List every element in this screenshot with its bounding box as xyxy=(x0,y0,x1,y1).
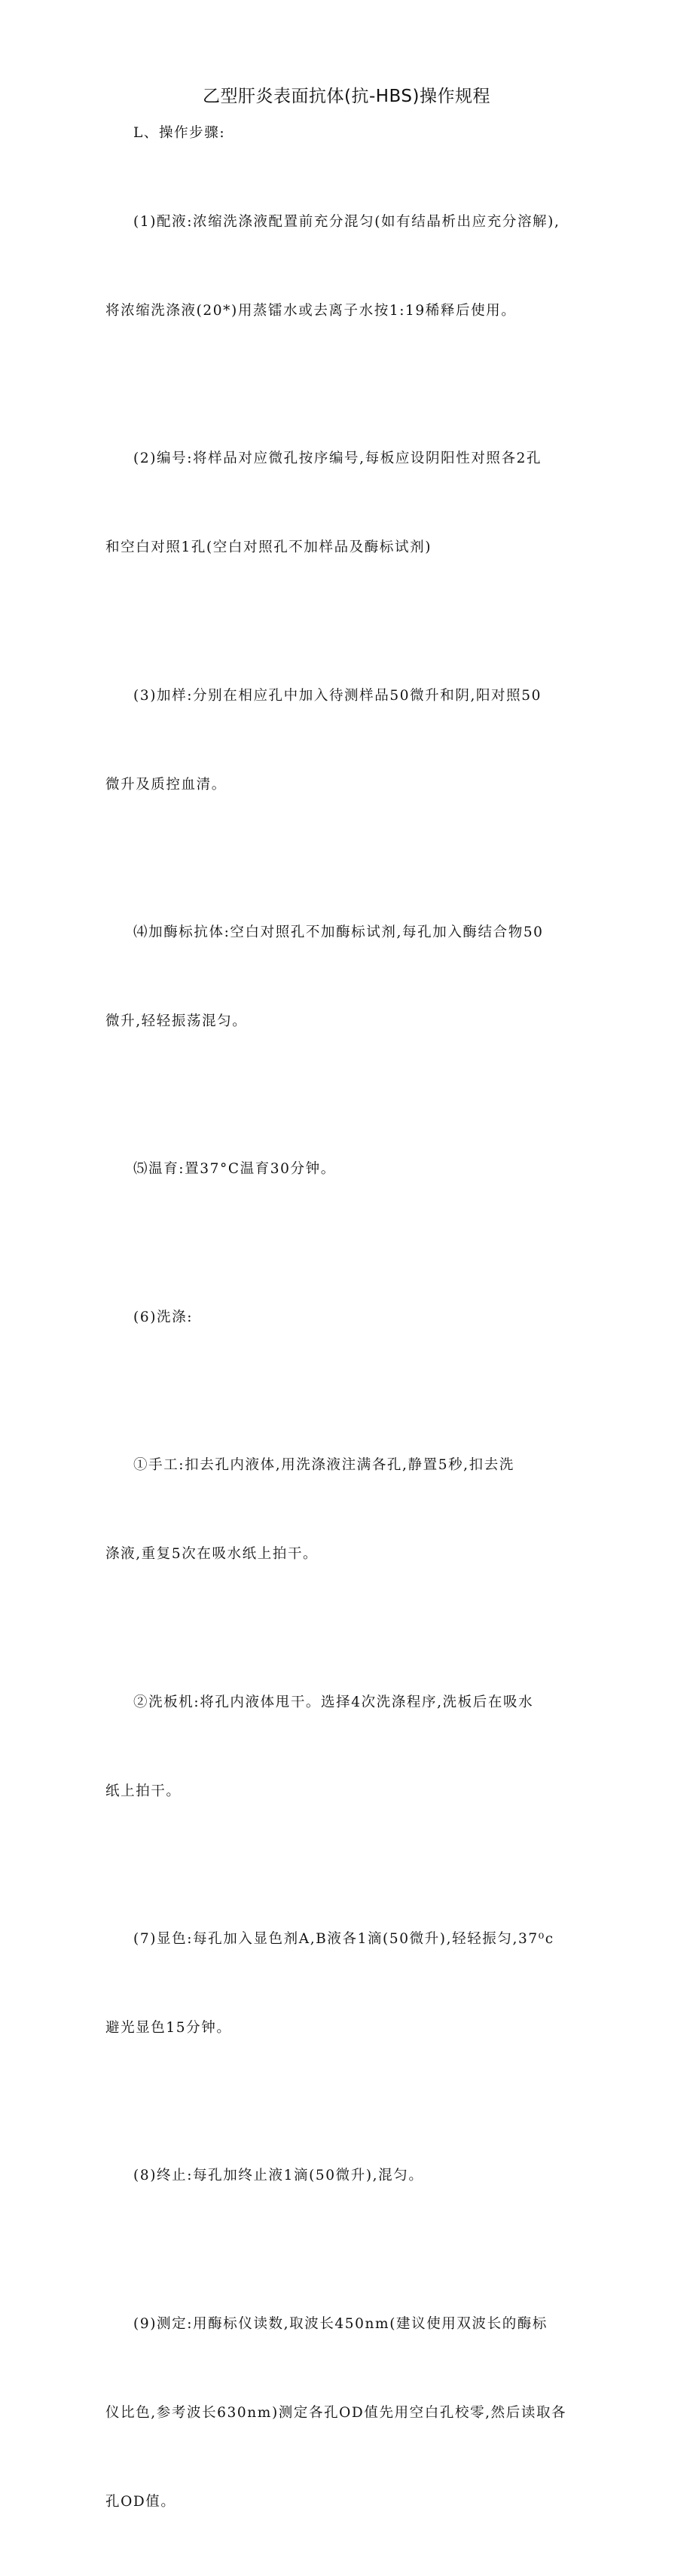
step-paragraph xyxy=(105,1095,603,1243)
document-body xyxy=(105,118,603,2576)
paragraph-line: (9)测定:用酶标仪读数,取波长450nm(建议使用双波长的酶标 xyxy=(133,2315,548,2332)
paragraph-line: ①手工:扣去孔内液体,用洗涤液注满各孔,静置5秒,扣去洗 xyxy=(133,1457,514,1474)
paragraph-line: (6)洗涤: xyxy=(133,1309,194,1325)
step-paragraph xyxy=(105,858,603,1095)
document-title: 乙型肝炎表面抗体(抗-HBS)操作规程 xyxy=(202,87,490,106)
paragraph-line: L、操作步骤: xyxy=(133,125,226,141)
paragraph-line: (1)配液:浓缩洗涤液配置前充分混匀(如有结晶析出应充分溶解), xyxy=(133,213,560,230)
paragraph-line: 微升及质控血清。 xyxy=(105,776,227,793)
paragraph-line: 和空白对照1孔(空白对照孔不加样品及酶标试剂) xyxy=(105,539,432,556)
step-paragraph xyxy=(105,1392,603,1628)
paragraph-line: (2)编号:将样品对应微孔按序编号,每板应设阴阳性对照各2孔 xyxy=(133,451,542,467)
step-paragraph xyxy=(105,385,603,622)
paragraph-line: 将浓缩洗涤液(20*)用蒸镭水或去离子水按1:19稀释后使用。 xyxy=(105,302,517,319)
paragraph-line: ②洗板机:将孔内液体甩干。选择4次洗涤程序,洗板后在吸水 xyxy=(133,1694,534,1710)
step-paragraph xyxy=(105,622,603,858)
paragraph-line: 纸上拍干。 xyxy=(105,1783,182,1799)
section-heading xyxy=(105,118,603,148)
paragraph-line: (8)终止:每孔加终止液1滴(50微升),混匀。 xyxy=(133,2168,424,2184)
paragraph-line: 仪比色,参考波长630nm)测定各孔OD值先用空白孔校零,然后读取各 xyxy=(105,2404,567,2421)
paragraph-line: ⑷加酶标抗体:空白对照孔不加酶标试剂,每孔加入酶结合物50 xyxy=(133,924,544,941)
step-paragraph xyxy=(105,1866,603,2102)
step-paragraph xyxy=(105,2250,603,2575)
step-paragraph xyxy=(105,1628,603,1865)
paragraph-line: ⑸温育:置37°C温育30分钟。 xyxy=(133,1161,336,1178)
step-paragraph xyxy=(105,1243,603,1391)
paragraph-line: (3)加样:分别在相应孔中加入待测样品50微升和阴,阳对照50 xyxy=(133,687,542,704)
paragraph-line: 孔OD值。 xyxy=(105,2493,176,2510)
step-paragraph xyxy=(105,2102,603,2250)
paragraph-line: 涤液,重复5次在吸水纸上拍干。 xyxy=(105,1546,319,1563)
paragraph-line: 微升,轻轻振荡混匀。 xyxy=(105,1013,248,1029)
paragraph-line: (7)显色:每孔加入显色剂A,B液各1滴(50微升),轻轻振匀,37⁰c xyxy=(133,1931,554,1948)
paragraph-line: 避光显色15分钟。 xyxy=(105,2020,232,2036)
step-paragraph xyxy=(105,148,603,384)
